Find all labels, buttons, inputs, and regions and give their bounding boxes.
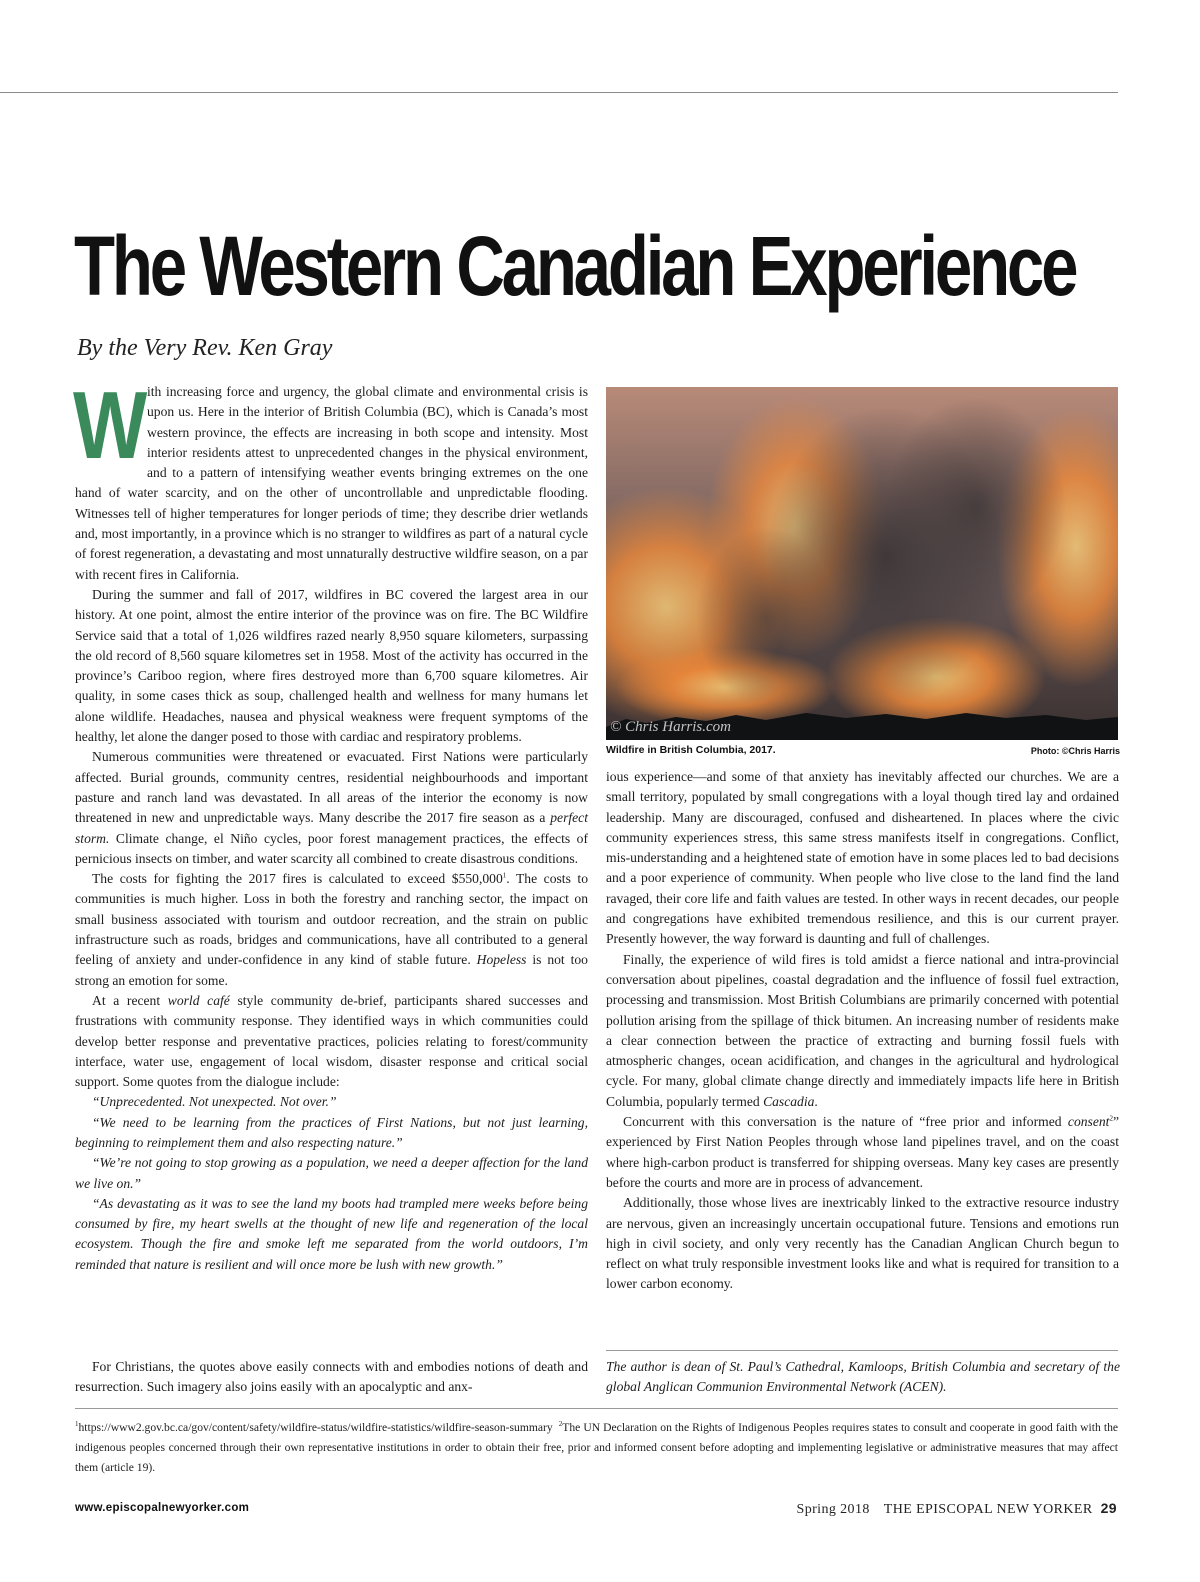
paragraph-communities: Numerous communities were threatened or evacuated. First Nations were particularly affected. Burial grounds, community centres, residential neighbourhoods and important pasture and ranch land was devastated. In all areas of the interior the economy is now threatened in new and unpredictable ways. Many describe the 2017 fire season as a perfect storm. Climate change, el Niño cycles, poor forest management practices, the effects of pernicious insects on timber, and water scarcity all combined to create disastrous conditions.: [75, 749, 588, 866]
quote-4: “As devastating as it was to see the land my boots had trampled mere weeks before being consumed by fire, my heart swells at the thought of new life and regeneration of the local ecosystem. Though the fire and smoke left me separated from the world outdoors, I’m reminded that nature is resilient and will once more be lush with new growth.”: [75, 1195, 588, 1272]
footnote-divider: [75, 1408, 1118, 1409]
bio-divider: [606, 1350, 1118, 1351]
paragraph-intro: With increasing force and urgency, the global climate and environmental crisis is upon us. Here in the interior of British Columbia (BC), which is Canada’s most western province, the effects are increasing in both scope and intensity. Most interior residents attest to unprecedented changes in the physical environment, and to a pattern of intensifying weather events bringing extremes on the one hand of water scarcity, and on the other of uncontrollable and unpredictable flooding. Witnesses tell of higher temperatures for longer periods of time; they describe drier wetlands and, most importantly, in a province which is no stranger to wildfires as part of a natural cycle of forest regeneration, a devastating and most unnaturally destructive wildfire season, on a par with recent fires in California.: [73, 372, 588, 582]
drop-cap: W: [73, 372, 148, 479]
wildfire-photo: [606, 387, 1118, 740]
top-rule: [0, 92, 1118, 93]
paragraph-anxious-experience: ious experience—and some of that anxiety has inevitably affected our churches. We are a small territory, populated by small congregations with a loyal though tired lay and ordained leadership. Many are discouraged, confused and disheartened. In places where the civic community experiences stress, this same stress manifests itself in congregations. Conflict, mis-understanding and a heightened state of emotion have in some places led to bad decisions and a poor experience of community. When people who live close to the land find the land ravaged, their core life and faith values are tested. In other ways in recent decades, our people and congregations have exhibited tremendous resilience, and this is our current prayer. Presently however, the way forward is daunting and full of challenges.: [606, 769, 1119, 947]
paragraph-2017-season: During the summer and fall of 2017, wildfires in BC covered the largest area in our history. At one point, almost the entire interior of the province was on fire. The BC Wildfire Service said that a total of 1,026 wildfires razed nearly 8,950 square kilometers, surpassing the old record of 8,560 square kilometres set in 1958. Most of the activity has occurred in the province’s Cariboo region, where fires destroyed more than 6,700 square kilometres. Air quality, in some cases thick as soup, challenged health and wellness for many humans let alone wildlife. Headaches, nausea and physical weakness were frequent symptoms of the healthy, let alone the danger posed to those with cardiac and respiratory problems.: [75, 586, 588, 745]
byline: By the Very Rev. Ken Gray: [77, 335, 333, 361]
footnotes: [75, 1418, 1118, 1478]
footnote-number-1: 1: [75, 1420, 79, 1429]
photo-watermark: © Chris Harris.com: [610, 719, 731, 735]
paragraph-extractive-industry: Additionally, those whose lives are inextricably linked to the extractive resource industry are nervous, given an increasingly uncertain occupational future. Tensions and emotions run high in civil society, and only very recently has the Canadian Anglican Church begun to reflect on what truly responsible investment looks like and what is required for transition to a lower carbon economy.: [606, 1195, 1119, 1292]
page-title: The Western Canadian Experience: [74, 219, 1076, 313]
photo-caption: [606, 743, 1120, 757]
caption-text: Wildfire in British Columbia, 2017.: [606, 744, 776, 756]
paragraph-debrief: At a recent world café style community de-brief, participants shared successes and frustrations with community response. They identified ways in which communities could develop better response and preventative practices, policies relating to forest/community interface, water use, engagement of local wisdom, disaster response and critical social support. Some quotes from the dialogue include:: [75, 992, 588, 1090]
footer-folio: [797, 1500, 1117, 1518]
footnote-1-link[interactable]: https://www2.gov.bc.ca/gov/content/safety/wildfire-status/wildfire-statistics/wildfire-season-summary: [78, 1421, 553, 1434]
footnote-ref-1[interactable]: 1: [502, 871, 507, 880]
footnote-ref-2[interactable]: 2: [1109, 1114, 1113, 1123]
paragraph-costs: The costs for fighting the 2017 fires is calculated to exceed $550,000$^1$. The costs to communities is much higher. Loss in both the forestry and ranching sector, the impact on small business associated with tourism and outdoor recreation, and the strain on public infrastructure such as roads, bridges and communications, have all contributed to a general feeling of anxiety and under-confidence in any kind of stable future. Hopeless is not too strong an emotion for some.: [75, 871, 588, 988]
footer-publication: THE EPISCOPAL NEW YORKER: [883, 1502, 1093, 1517]
paragraph-pipelines: Finally, the experience of wild fires is told amidst a fierce national and intra-provincial conversation about pipelines, coastal degradation and the influence of fossil fuel extraction, processing and transmission. Most British Columbians are primarily concerned with potential pollution arising from the spillage of thick bitumen. An increasing number of residents make a clear connection between the practice of extracting and burning fossil fuels with atmospheric changes, ocean acidification, and changes in the agricultural and hydrological cycle. For many, global climate change directly and immediately impacts life here in British Columbia, popularly termed Cascadia.: [606, 951, 1119, 1109]
photo-credit: Photo: ©Chris Harris: [1030, 746, 1120, 756]
footnote-number-2: 2: [558, 1420, 563, 1429]
article-column-left: [73, 372, 588, 1275]
article-column-right: [606, 767, 1119, 1295]
footer-issue: Spring 2018: [796, 1502, 870, 1517]
footnote-2-text: The UN Declaration on the Rights of Indigenous Peoples requires states to consult and cooperate in good faith with the indigenous peoples concerned through their own representative institutions in order to obtain their free, prior and informed consent before adopting and implementing legislative or administrative measures that may affect them (article 19).: [75, 1421, 1119, 1474]
article-column-left-bottom: [75, 1357, 588, 1398]
author-bio: The author is dean of St. Paul’s Cathedral, Kamloops, British Columbia and secretary of the global Anglican Communion Environmental Network (ACEN).: [606, 1359, 1120, 1395]
quote-2: “We need to be learning from the practices of First Nations, but not just learning, beginning to reimplement them and also respecting nature.”: [75, 1114, 588, 1150]
footer-website-link[interactable]: www.episcopalnewyorker.com: [75, 1502, 250, 1514]
wildfire-image: [606, 387, 1118, 740]
paragraph-consent: Concurrent with this conversation is the nature of “free prior and informed consent$^2$” experienced by First Nation Peoples through whose land pipelines travel, and on the coast where high-carbon product is transferred for shipping overseas. Many key cases are presently before the courts and more are in process of advancement.: [606, 1114, 1119, 1190]
quote-1: “Unprecedented. Not unexpected. Not over.”: [92, 1094, 337, 1110]
paragraph-christians: For Christians, the quotes above easily connects with and embodies notions of death and resurrection. Such imagery also joins easily with an apocalyptic and anx-: [75, 1359, 588, 1395]
quote-3: “We’re not going to stop growing as a population, we need a deeper affection for the land we live on.”: [75, 1155, 588, 1191]
page-number: 29: [1100, 1500, 1117, 1516]
